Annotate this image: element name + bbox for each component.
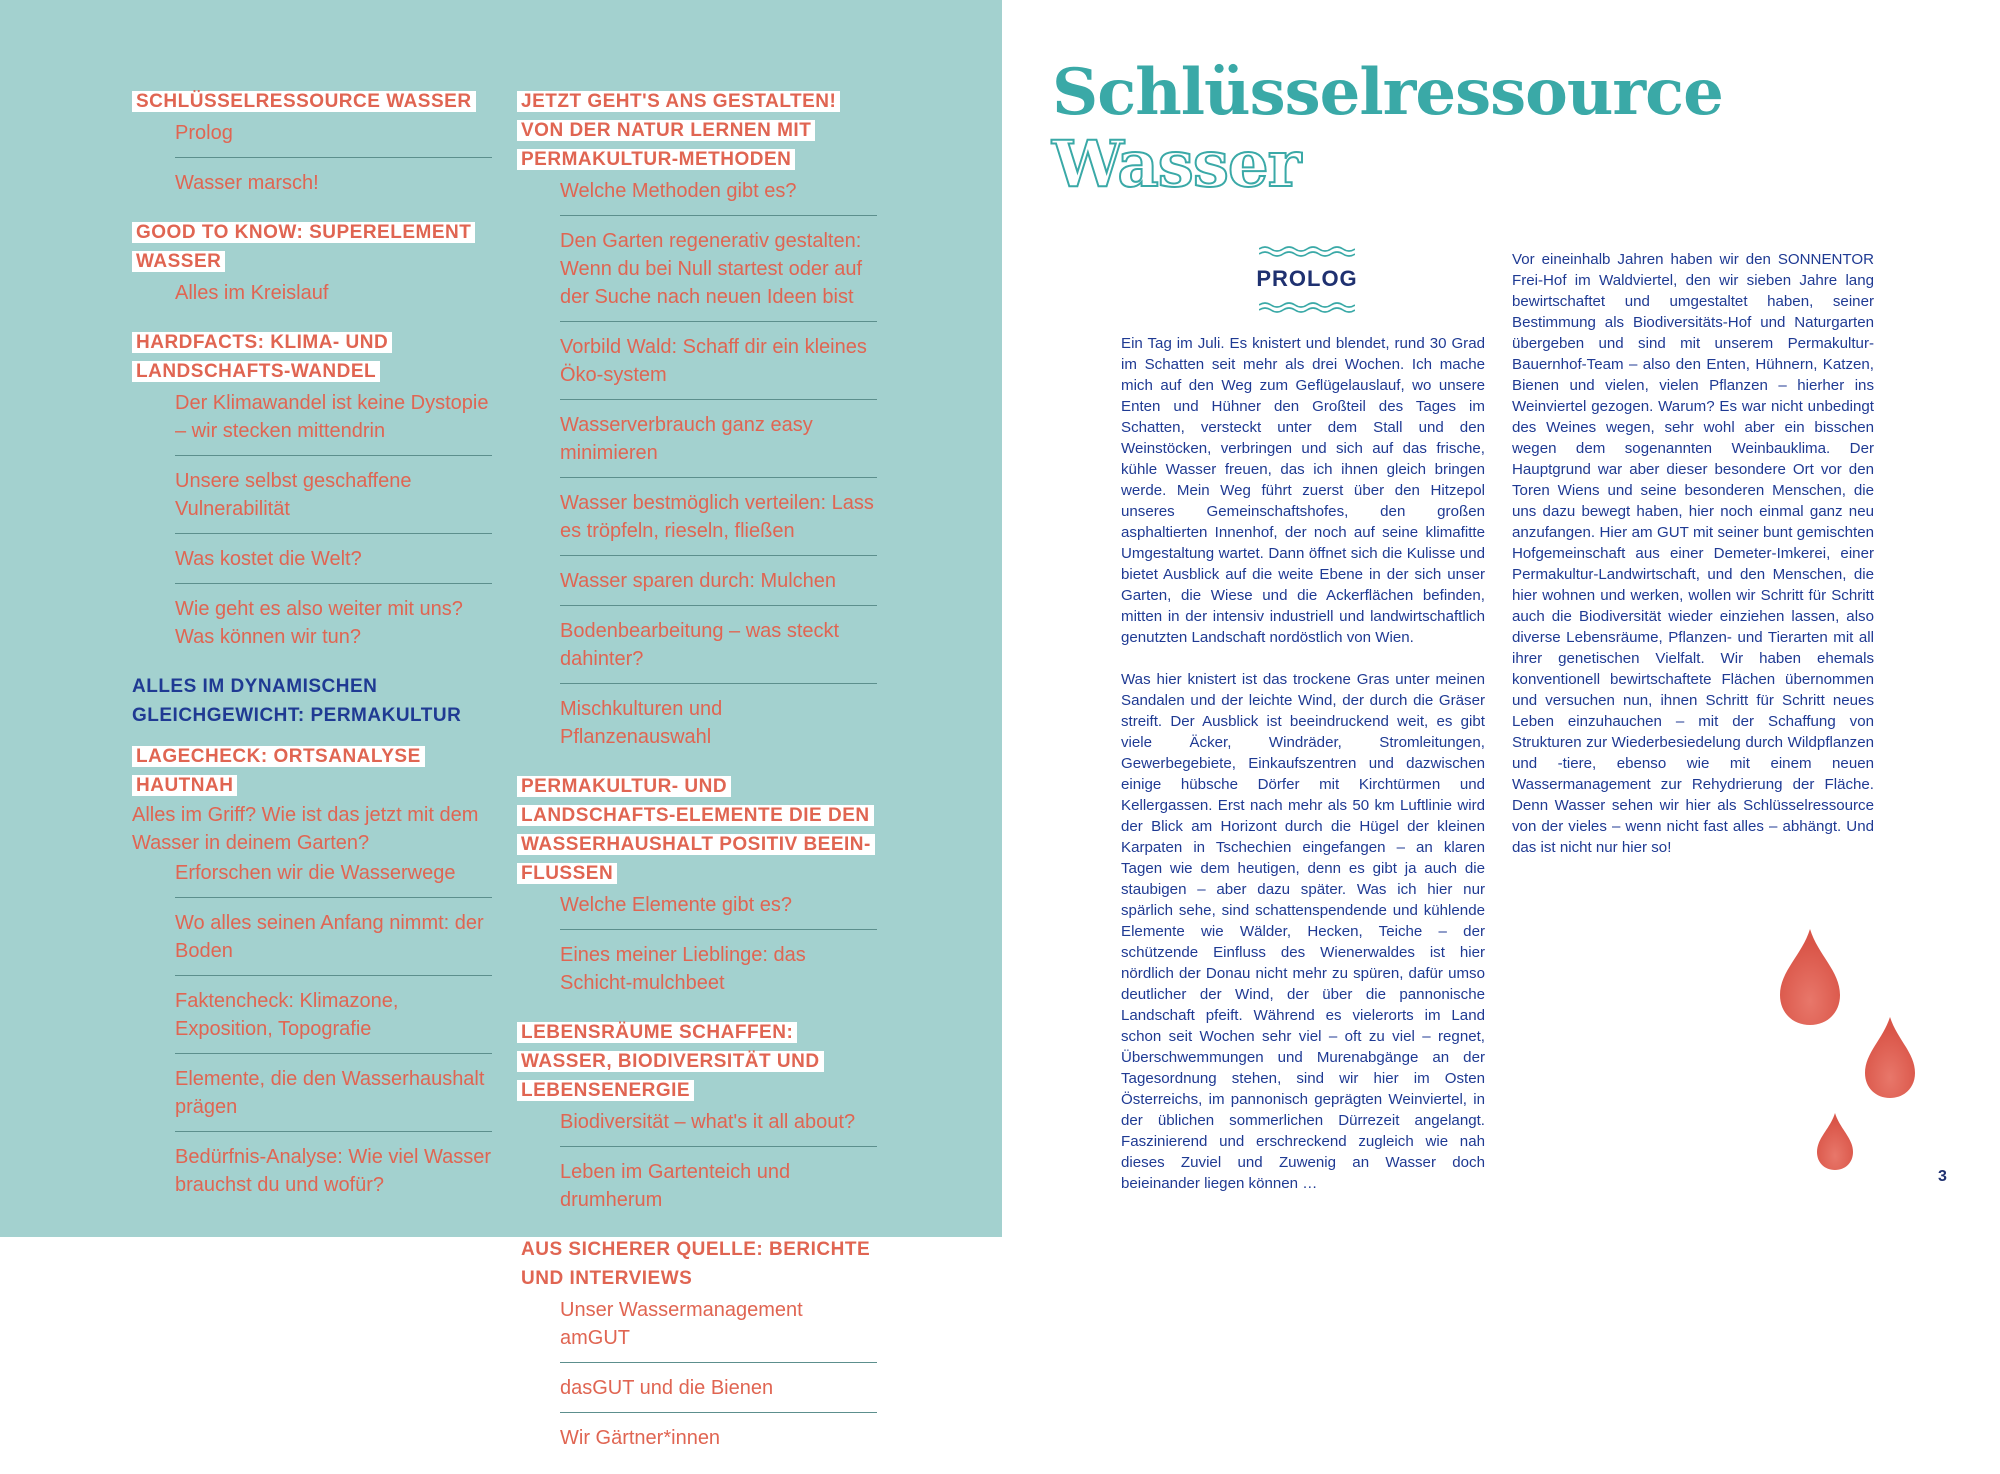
toc-section-title: JETZT GEHT'S ANS GESTALTEN! VON DER NATUR LERNEN MIT PERMAKULTUR-METHODEN xyxy=(517,91,840,170)
toc-entry: Der Klimawandel ist keine Dystopie – wir stecken mittendrin xyxy=(175,387,492,456)
toc-section xyxy=(132,673,492,731)
toc-entry: Bodenbearbeitung – was steckt dahinter? xyxy=(560,615,877,684)
toc-entry: Leben im Gartenteich und drumherum xyxy=(560,1161,791,1211)
body-column-2 xyxy=(1512,249,1874,879)
toc-entry-list xyxy=(560,1106,877,1224)
toc-entry: Welche Methoden gibt es? xyxy=(560,175,877,216)
toc-entry-list xyxy=(175,117,492,207)
toc-section-title: LAGECHECK: ORTSANALYSE HAUTNAH xyxy=(132,746,425,796)
toc-entry: Wasserverbrauch ganz easy minimieren xyxy=(560,409,877,478)
toc-entry: Vorbild Wald: Schaff dir ein kleines Öko-system xyxy=(560,331,877,400)
toc-entry-list xyxy=(175,277,492,317)
toc-section-subtitle: Alles im Griff? Wie ist das jetzt mit dem Wasser in deinem Garten? xyxy=(132,804,479,854)
toc-column-1 xyxy=(132,88,492,1221)
toc-section xyxy=(517,1019,877,1224)
water-drops-illustration xyxy=(1772,925,1972,1175)
toc-entry: Wie geht es also weiter mit uns? Was können wir tun? xyxy=(175,598,463,648)
water-drop-icon xyxy=(1817,1113,1853,1170)
page-number: 3 xyxy=(1938,1168,1947,1185)
toc-entry: Prolog xyxy=(175,117,492,158)
toc-entry: Unser Wassermanagement amGUT xyxy=(560,1294,877,1363)
toc-entry: Bedürfnis-Analyse: Wie viel Wasser brauchst du und wofür? xyxy=(175,1146,492,1196)
toc-section xyxy=(517,88,877,761)
water-drop-icon xyxy=(1865,1017,1915,1098)
headline-line-2: Wasser xyxy=(1052,127,1301,202)
toc-entry: Eines meiner Lieblinge: das Schicht-mulchbeet xyxy=(560,944,806,994)
toc-section xyxy=(132,88,492,207)
toc-entry: Wasser sparen durch: Mulchen xyxy=(560,565,877,606)
toc-entry-list xyxy=(560,1294,877,1462)
toc-section xyxy=(132,743,492,1209)
body-column-1 xyxy=(1121,333,1485,1215)
toc-entry: Den Garten regenerativ gestalten: Wenn du bei Null startest oder auf der Suche nach neuen Ideen bist xyxy=(560,225,877,322)
toc-section-heading xyxy=(132,219,492,277)
toc-entry: Mischkulturen und Pflanzenauswahl xyxy=(560,698,723,748)
toc-section xyxy=(517,773,877,1007)
toc-section-title: PERMAKULTUR- UND LANDSCHAFTS-ELEMENTE DIE DEN WASSERHAUSHALT POSITIV BEEIN-FLUSSEN xyxy=(517,776,875,884)
toc-entry: Erforschen wir die Wasserwege xyxy=(175,857,492,898)
toc-section-title: LEBENSRÄUME SCHAFFEN: WASSER, BIODIVERSITÄT UND LEBENSENERGIE xyxy=(517,1022,824,1101)
toc-section-heading xyxy=(132,329,492,387)
prolog-page xyxy=(1002,0,2000,1237)
toc-section-heading xyxy=(132,743,492,801)
headline-line-1: Schlüsselressource xyxy=(1052,55,1723,130)
toc-entry-list xyxy=(175,387,492,661)
toc-column-2 xyxy=(517,88,877,1474)
toc-entry: Faktencheck: Klimazone, Exposition, Topografie xyxy=(175,985,492,1054)
toc-entry-list xyxy=(175,857,492,1209)
toc-section-heading xyxy=(517,1019,877,1106)
toc-section-heading xyxy=(517,1236,877,1294)
wave-ornament-icon xyxy=(1259,245,1355,257)
toc-entry: Elemente, die den Wasserhaushalt prägen xyxy=(175,1063,492,1132)
toc-entry: dasGUT und die Bienen xyxy=(560,1372,877,1413)
toc-section xyxy=(132,329,492,661)
toc-section-title: SCHLÜSSELRESSOURCE WASSER xyxy=(132,91,476,112)
table-of-contents-page xyxy=(0,0,1002,1449)
body-paragraph: Vor eineinhalb Jahren haben wir den SONNENTOR Frei-Hof im Waldviertel, den wir sieben Jahre lang bewirtschaftet und umgestaltet haben, seiner Bestimmung als Biodiversitäts-Hof und Naturgarten übergeben und sind mit unserem Permakultur-Bauernhof-Team – also den Enten, Hühnern, Katzen, Bienen und vielen, vielen Pflanzen – hierher ins Weinviertel gezogen. Warum? Es war nicht unbedingt des Weines wegen, sehr wohl aber ein bisschen wegen dem sogenannten Weinbauklima. Der Hauptgrund war aber dieser besondere Ort vor den Toren Wiens und seine besonderen Menschen, die uns dazu bewegt haben, hier noch einmal ganz neu anzufangen. Hier am GUT mit seiner bunt gemischten Hofgemeinschaft aus einer Demeter-Imkerei, einer Permakultur-Landwirtschaft, und den Menschen, die hier wohnen und werken, wollen wir Schritt für Schritt auch die Biodiversität wieder einziehen lassen, also diverse Lebensräume, Pflanzen- und Tierarten mit all ihrer genetischen Vielfalt. Wir haben ehemals konventionell bewirtschaftete Flächen übernommen und versuchen nun, ihnen Schritt für Schritt neues Leben einzuhauchen – mit der Schaffung von Strukturen zur Wiederbesiedelung durch Wildpflanzen und -tiere, ebenso wie mit einem neuen Wassermanagement zur Rehydrierung der Fläche. Denn Wasser sehen wir hier als Schlüsselressource von der vieles – wenn nicht fast alles – abhängt. Und das ist nicht nur hier so! xyxy=(1512,251,1874,856)
toc-section-title: ALLES IM DYNAMISCHEN GLEICHGEWICHT: PERMAKULTUR xyxy=(132,676,462,726)
toc-entry: Welche Elemente gibt es? xyxy=(560,889,877,930)
toc-entry: Biodiversität – what's it all about? xyxy=(560,1106,877,1147)
toc-entry: Unsere selbst geschaffene Vulnerabilität xyxy=(175,465,492,534)
toc-entry-list xyxy=(560,889,877,1007)
water-drop-icon xyxy=(1780,929,1840,1025)
wave-ornament-icon xyxy=(1259,301,1355,313)
toc-entry: Was kostet die Welt? xyxy=(175,543,492,584)
toc-entry: Wo alles seinen Anfang nimmt: der Boden xyxy=(175,907,492,976)
toc-entry: Wasser marsch! xyxy=(175,172,319,194)
toc-section-heading xyxy=(132,673,492,731)
toc-section-title: AUS SICHERER QUELLE: BERICHTE UND INTERVIEWS xyxy=(517,1239,874,1289)
toc-section-heading xyxy=(517,88,877,175)
toc-section-heading xyxy=(132,88,492,117)
toc-section-title: GOOD TO KNOW: SUPERELEMENT WASSER xyxy=(132,222,475,272)
toc-section xyxy=(517,1236,877,1462)
toc-section xyxy=(132,219,492,317)
body-paragraph: Was hier knistert ist das trockene Gras unter meinen Sandalen und der leichte Wind, der durch die Gräser streift. Der Ausblick ist beeindruckend weit, es gibt viele Äcker, Windräder, Stromleitungen, Gewerbegebiete, Einkaufszentren und dazwischen einige hübsche Dörfer mit Kirchtürmen und Kellergassen. Erst nach mehr als 50 km Luftlinie wird der Blick am Horizont durch die Hügel der kleinen Karpaten in Tschechien eingefangen – an klaren Tagen wie dem heutigen, denn es gibt ja auch die staubigen – aber dazu später. Was ich hier nur spärlich sehe, sind schattenspendende und kühlende Elemente wie Wälder, Hecken, Teiche – der schützende Einfluss des Wienerwaldes ist hier nördlich der Donau nicht mehr zu spüren, dafür umso deutlicher der Wind, der über die pannonische Landschaft pfeift. Während es vielerorts im Land schon seit Wochen sehr viel – oft zu viel – regnet, Überschwemmungen und Murenabgänge an der Tagesordnung stehen, sind wir hier im Osten Österreichs, im pannonisch geprägten Weinviertel, in der üblichen sommerlichen Dürrezeit angelangt. Faszinierend und erschreckend zugleich wie nah dieses Zuviel und Zuwenig an Wasser doch beieinander liegen können … xyxy=(1121,671,1485,1192)
toc-entry: Wir Gärtner*innen xyxy=(560,1427,721,1449)
toc-entry: Wasser bestmöglich verteilen: Lass es tröpfeln, rieseln, fließen xyxy=(560,487,877,556)
prolog-title: PROLOG xyxy=(1256,266,1358,291)
toc-entry: Alles im Kreislauf xyxy=(175,282,329,304)
toc-section-title: HARDFACTS: KLIMA- UND LANDSCHAFTS-WANDEL xyxy=(132,332,392,382)
prolog-heading xyxy=(1252,245,1362,313)
toc-entry-list xyxy=(560,175,877,761)
toc-section-heading xyxy=(517,773,877,889)
body-paragraph: Ein Tag im Juli. Es knistert und blendet, rund 30 Grad im Schatten seit mehr als drei Wochen. Ich mache mich auf den Weg zum Geflügelauslauf, wo unsere Enten und Hühner den Großteil des Tages im Schatten, versteckt unter dem Stall und den Weinstöcken, verbringen und sich auf das frische, kühle Wasser freuen, das ich ihnen gleich bringen werde. Mein Weg führt zuerst über den Hitzepol unseres Gemeinschaftshofes, den großen asphaltierten Innenhof, der noch auf seine klimafitte Umgestaltung wartet. Dann öffnet sich die Kulisse und bietet Ausblick auf die weite Ebene in der sich unser Garten, die Wiese und die Ackerflächen befinden, mitten in der intensiv industriell und landwirtschaftlich genutzten Landschaft nordöstlich von Wien. xyxy=(1121,335,1485,646)
